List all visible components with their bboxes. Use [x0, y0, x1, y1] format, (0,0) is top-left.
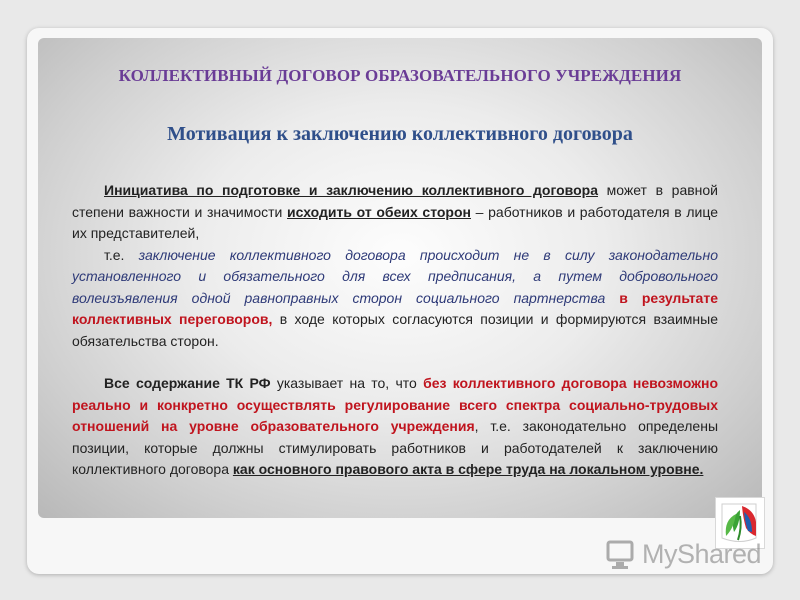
paragraph-labor-code — [72, 373, 718, 481]
text-span: без коллективного договора невозможно реально и конкретно осуществлять регулирование всего спектра социально-трудовых отношений на уровне образовательного учреждения — [72, 375, 719, 434]
header-title: КОЛЛЕКТИВНЫЙ ДОГОВОР ОБРАЗОВАТЕЛЬНОГО УЧРЕЖДЕНИЯ — [118, 66, 682, 85]
monitor-icon — [606, 538, 636, 570]
slide-subtitle: Мотивация к заключению коллективного договора — [167, 123, 633, 145]
text-span: Все содержание ТК РФ — [104, 375, 271, 391]
text-span: может в равной степени важности и значимости — [72, 182, 718, 220]
text-span: т.е. — [104, 246, 139, 263]
watermark — [606, 534, 761, 574]
text-span: в результате коллективных переговоров, — [72, 289, 718, 327]
text-span: – работников и работодателя в лице их представителей, — [72, 203, 718, 241]
body-text — [72, 180, 718, 481]
text-span: как основного правового акта в сфере труда на локальном уровне. — [232, 461, 704, 477]
text-span: исходить от обеих сторон — [287, 203, 471, 220]
paragraph-initiative — [72, 180, 718, 245]
text-span: указывает на то, что — [270, 375, 424, 391]
watermark-text: MyShared — [642, 538, 762, 569]
text-span: заключение коллективного договора происходит не в силу законодательно установленного и обязательного для всех предписания, а путем добровольного волеизъявления одной равноправных сторон социального партнерства — [72, 246, 718, 306]
paragraph-voluntary — [72, 245, 718, 353]
text-span: в ходе которых согласуются позиции и формируются взаимные обязательства сторон. — [72, 311, 718, 349]
text-span: Инициатива по подготовке и заключению коллективного договора — [104, 182, 598, 198]
text-span: , т.е. законодательно определены позиции, которые должны стимулировать работников и работодателей к заключению коллективного договора — [72, 418, 719, 477]
